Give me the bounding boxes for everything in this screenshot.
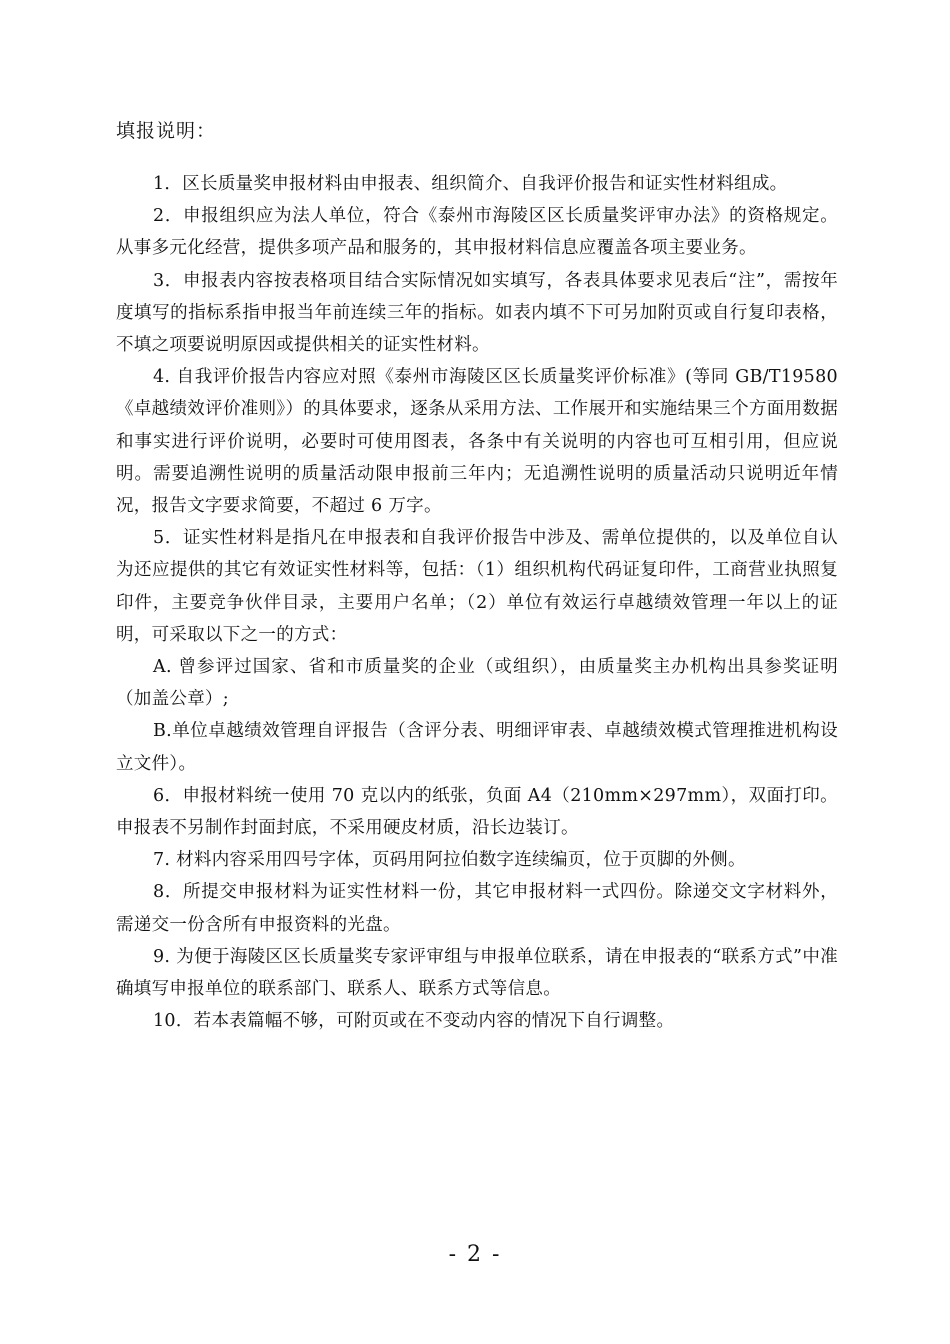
instruction-paragraph-9: 9. 为便于海陵区区长质量奖专家评审组与申报单位联系，请在申报表的“联系方式”中准确填写申报单位的联系部门、联系人、联系方式等信息。	[116, 946, 838, 1000]
instruction-paragraph-5a: A. 曾参评过国家、省和市质量奖的企业（或组织），由质量奖主办机构出具参奖证明（加盖公章）;	[116, 657, 838, 710]
page-number: - 2 -	[448, 1242, 502, 1267]
instruction-paragraph-4: 4. 自我评价报告内容应对照《泰州市海陵区区长质量奖评价标准》(等同 GB/T19580《卓越绩效评价准则》）的具体要求，逐条从采用方法、工作展开和实施结果三个方面用数据和事实进行评价说明，必要时可使用图表，各条中有关说明的内容也可互相引用，但应说明。需要追溯性说明的质量活动限申报前三年内；无追溯性说明的质量活动只说明近年情况，报告文字要求简要，不超过 6 万字。	[116, 367, 838, 517]
instruction-paragraph-1: 1．区长质量奖申报材料由申报表、组织简介、自我评价报告和证实性材料组成。	[153, 174, 788, 194]
instruction-paragraph-8: 8．所提交申报材料为证实性材料一份，其它申报材料一式四份。除递交文字材料外，需递交一份含所有申报资料的光盘。	[116, 882, 838, 935]
section-heading: 填报说明：	[116, 120, 217, 142]
instruction-paragraph-10: 10．若本表篇幅不够，可附页或在不变动内容的情况下自行调整。	[153, 1011, 675, 1032]
instruction-paragraph-5: 5．证实性材料是指凡在申报表和自我评价报告中涉及、需单位提供的，以及单位自认为还应提供的其它有效证实性材料等，包括：（1）组织机构代码证复印件，工商营业执照复印件，主要竞争伙伴目录，主要用户名单；（2）单位有效运行卓越绩效管理一年以上的证明，可采取以下之一的方式：	[116, 528, 838, 645]
instructions-body	[116, 168, 838, 1037]
instruction-paragraph-7: 7. 材料内容采用四号字体，页码用阿拉伯数字连续编页，位于页脚的外侧。	[153, 850, 746, 871]
instruction-paragraph-3: 3．申报表内容按表格项目结合实际情况如实填写，各表具体要求见表后“注”，需按年度填写的指标系指申报当年前连续三年的指标。如表内填不下可另加附页或自行复印表格，不填之项要说明原因或提供相关的证实性材料。	[116, 270, 838, 356]
instruction-paragraph-2: 2．申报组织应为法人单位，符合《泰州市海陵区区长质量奖评审办法》的资格规定。从事多元化经营，提供多项产品和服务的，其申报材料信息应覆盖各项主要业务。	[116, 206, 838, 259]
instruction-paragraph-6: 6．申报材料统一使用 70 克以内的纸张，负面 A4（210mm×297mm），双面打印。申报表不另制作封面封底，不采用硬皮材质，沿长边装订。	[116, 785, 838, 839]
instruction-paragraph-5b: B.单位卓越绩效管理自评报告（含评分表、明细评审表、卓越绩效模式管理推进机构设立文件）。	[116, 721, 838, 774]
